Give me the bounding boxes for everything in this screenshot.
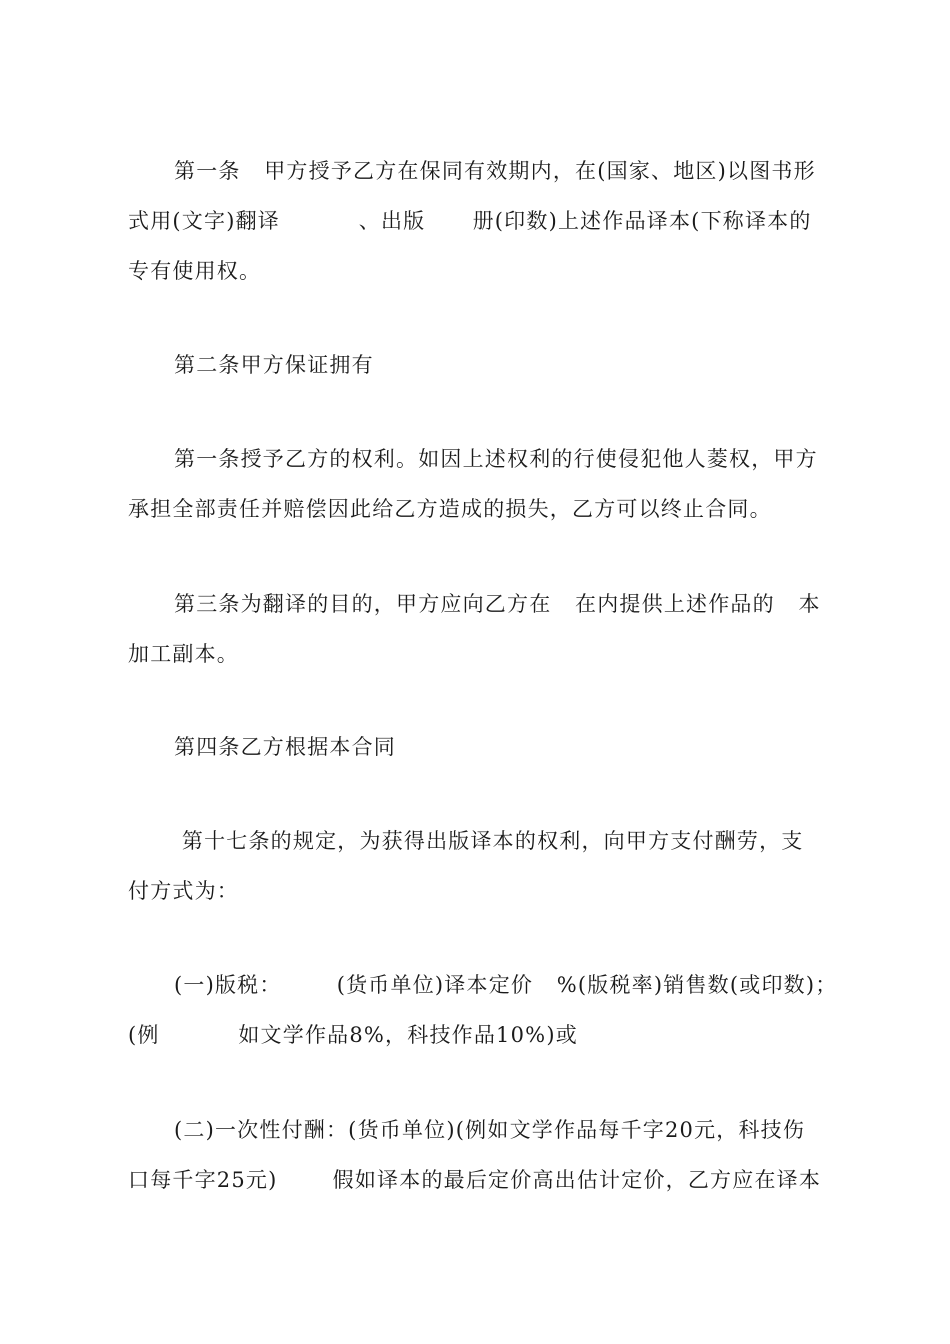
lump-sum-line-1: (二)一次性付酬：(货币单位)(例如文学作品每千字20元，科技伤 bbox=[174, 1118, 806, 1142]
payment-clause-line-2: 付方式为： bbox=[128, 879, 239, 903]
article-4-line-1: 第四条乙方根据本合同 bbox=[174, 735, 396, 759]
lump-sum-line-2: 口每千字25元) 假如译本的最后定价高出估计定价，乙方应在译本 bbox=[128, 1168, 822, 1192]
payment-clause-line-1: 第十七条的规定，为获得出版译本的权利，向甲方支付酬劳，支 bbox=[174, 829, 804, 853]
article-3-line-1: 第三条为翻译的目的，甲方应向乙方在 在内提供上述作品的 本 bbox=[174, 592, 821, 616]
paragraph-rights-line-2: 承担全部责任并赔偿因此给乙方造成的损失，乙方可以终止合同。 bbox=[128, 497, 772, 521]
article-1-line-3: 专有使用权。 bbox=[128, 259, 262, 283]
royalty-line-1: (一)版税： (货币单位)译本定价 %(版税率)销售数(或印数)； bbox=[174, 973, 838, 997]
article-1-line-1: 第一条 甲方授予乙方在保同有效期内，在(国家、地区)以图书形 bbox=[174, 159, 816, 183]
article-2-line-1: 第二条甲方保证拥有 bbox=[174, 353, 374, 377]
royalty-line-2: (例 如文学作品8%，科技作品10%)或 bbox=[128, 1023, 578, 1047]
paragraph-rights-line-1: 第一条授予乙方的权利。如因上述权利的行使侵犯他人菱权，甲方 bbox=[174, 447, 818, 471]
article-1-line-2: 式用(文字)翻译 、出版 册(印数)上述作品译本(下称译本的 bbox=[128, 209, 812, 233]
article-3-line-2: 加工副本。 bbox=[128, 642, 239, 666]
